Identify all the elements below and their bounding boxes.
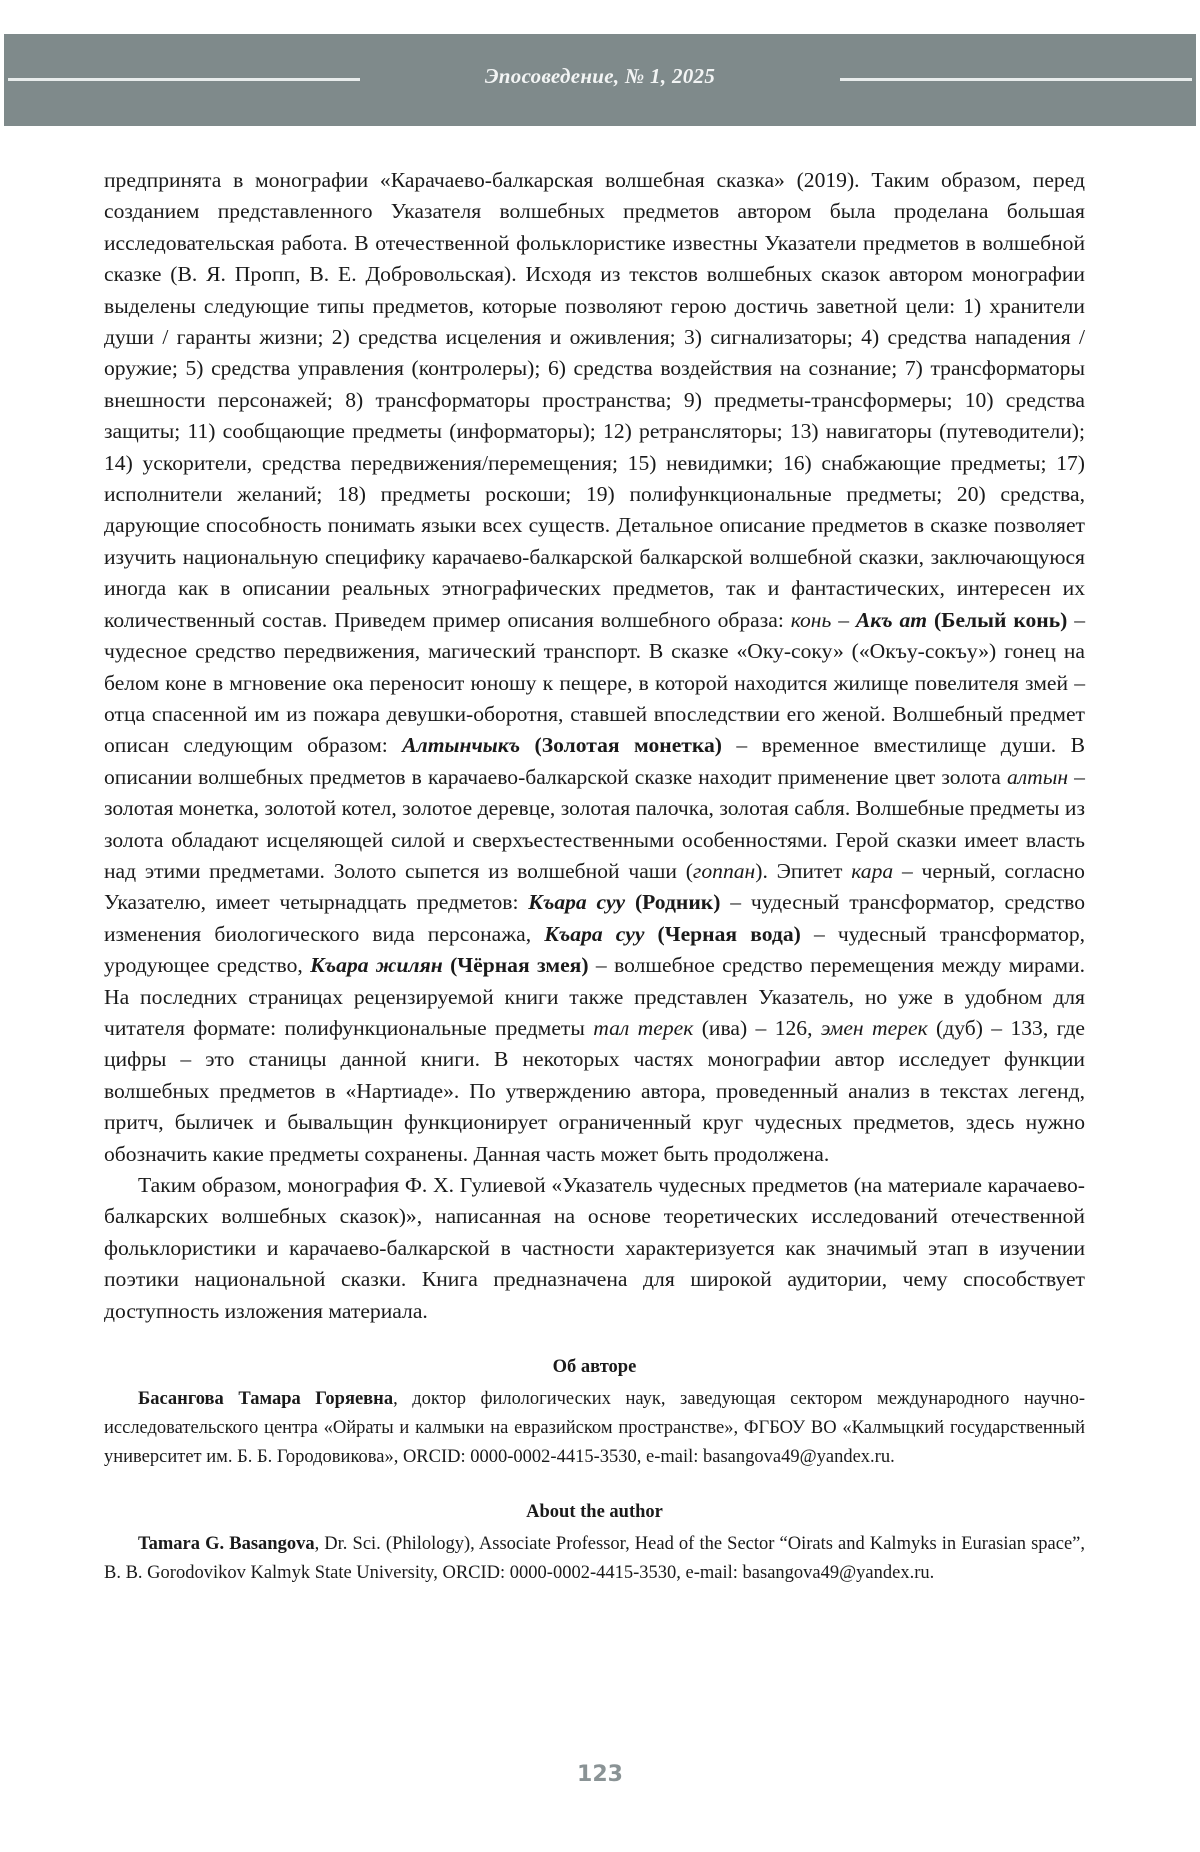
page-number: 123 [577,1762,623,1787]
journal-running-title: Эпосоведение, № 1, 2025 [484,64,716,88]
term-kara-zhilyan: Къара жилян [310,953,443,978]
term-chernaya-zmeya: (Чёрная змея) [450,953,589,978]
term-rodnik: (Родник) [634,890,721,915]
term-kara: кара [851,858,894,883]
term-kara-suu-1: Къара суу [528,890,626,915]
term-bely-kon: (Белый конь) [933,607,1068,632]
body-paragraph-1: предпринята в монографии «Карачаево-балкарская волшебная сказка» (2019). Таким образом, перед созданием представленного Указателя волшебных предметов автором была проделана большая исследовательская работа. В отечественной фольклористике известны Указатели предметов в волшебной сказке (В. Я. Пропп, В. Е. Добровольская). Исходя из текстов волшебных сказок автором монографии выделены следующие типы предметов, которые позволяют герою достичь заветной цели: 1) хранители души / гаранты жизни; 2) средства исцеления и оживления; 3) сигнализаторы; 4) средства нападения / оружие; 5) средства управления (контролеры); 6) средства воздействия на сознание; 7) трансформаторы внешности персонажей; 8) трансформаторы пространства; 9) предметы-трансформеры; 10) средства защиты; 11) сообщающие предметы (информаторы); 12) ретрансляторы; 13) навигаторы (путеводители); 14) ускорители, средства передвижения/перемещения; 15) невидимки; 16) снабжающие предметы; 17) исполнители желаний; 18) предметы роскоши; 19) полифункциональные предметы; 20) средства, дарующие способность понимать языки всех существ. Детальное описание предметов в сказке позволяет изучить национальную специфику карачаево-балкарской балкарской волшебной сказки, заключающуюся иногда как в описании реальных этнографических предметов, так и фантастических, интересен их количественный состав. Приведем пример описания волшебного образа: конь – Акъ ат (Белый конь) – чудесное средство передвижения, магический транспорт. В сказке «Оку-соку» («Окъу-сокъу») гонец на белом коне в мгновение ока переносит юношу к пещере, в которой находится жилище повелителя змей – отца спасенной им из пожара девушки-оборотня, ставшей впоследствии его женой. Волшебный предмет описан следующим образом: Алтынчыкъ (Золотая монетка) – временное вместилище души. В описании волшебных предметов в карачаево-балкарской сказке находит применение цвет золота алтын – золотая монетка, золотой котел, золотое деревце, золотая палочка, золотая сабля. Волшебные предметы из золота обладают исцеляющей силой и сверхъестественными особенностями. Герой сказки имеет власть над этими предметами. Золото сыпется из волшебной чаши (гоппан). Эпитет кара – черный, согласно Указателю, имеет четырнадцать предметов: Къара суу (Родник) – чудесный трансформатор, средство изменения биологического вида персонажа, Къара суу (Черная вода) – чудесный трансформатор, уродующее средство, Къара жилян (Чёрная змея) – волшебное средство перемещения между мирами. На последних страницах рецензируемой книги также представлен Указатель, но уже в удобном для читателя формате: полифункциональные предметы тал терек (ива) – 126, эмен терек (дуб) – 133, где цифры – это станицы данной книги. В некоторых частях монографии автор исследует функции волшебных предметов в «Нартиаде». По утверждению автора, проведенный анализ в текстах легенд, притч, быличек и бывальщин функционирует ограниченный круг чудесных предметов, здесь нужно обозначить какие предметы сохранены. Данная часть может быть продолжена. [104,168,1086,1166]
header-rule-right [840,78,1192,81]
page-content [104,165,1085,1588]
term-tal-terek: тал терек [593,1015,694,1040]
author-heading-en: About the author [526,1502,663,1523]
term-chernaya-voda: (Черная вода) [657,921,801,946]
author-bio-ru: Басангова Тамара Горяевна, доктор филологических наук, заведующая сектором международного научно-исследовательского центра «Ойраты и калмыки на евразийском пространстве», ФГБОУ ВО «Калмыцкий государственный университет им. Б. Б. Городовикова», ORCID: 0000-0002-4415-3530, e-mail: basangova49@yandex.ru. [104,1389,1085,1468]
term-emen-terek: эмен терек [820,1015,928,1040]
header-rule-left [8,78,360,81]
author-heading-ru: Об авторе [552,1357,637,1378]
term-goppan: гоппан [692,858,756,883]
term-kara-suu-2: Къара суу [544,921,645,946]
term-kon: конь [790,607,832,632]
author-bio-en: Tamara G. Basangova, Dr. Sci. (Philology), Associate Professor, Head of the Sector “Oirats and Kalmyks in Eurasian space”, B. B. Gorodovikov Kalmyk State University, ORCID: 0000-0002-4415-3530, e-mail: basangova49@yandex.ru. [104,1534,1086,1584]
body-paragraph-2: Таким образом, монография Ф. Х. Гулиевой «Указатель чудесных предметов (на материале карачаево-балкарских волшебных сказок)», написанная на основе теоретических исследований отечественной фольклористики и карачаево-балкарской в частности характеризуется как значимый этап в изучении поэтики национальной сказки. Книга предназначена для широкой аудитории, чему способствует доступность изложения материала. [104,1173,1085,1323]
term-altyn: алтын [1006,764,1069,789]
term-zolotaya-monetka: (Золотая монетка) [534,733,722,758]
term-ak-at: Акъ ат [855,607,928,632]
term-altynchyk: Алтынчыкъ [402,733,521,758]
author-name-ru: Басангова Тамара Горяевна [138,1389,394,1410]
author-name-en: Tamara G. Basangova [138,1534,315,1555]
